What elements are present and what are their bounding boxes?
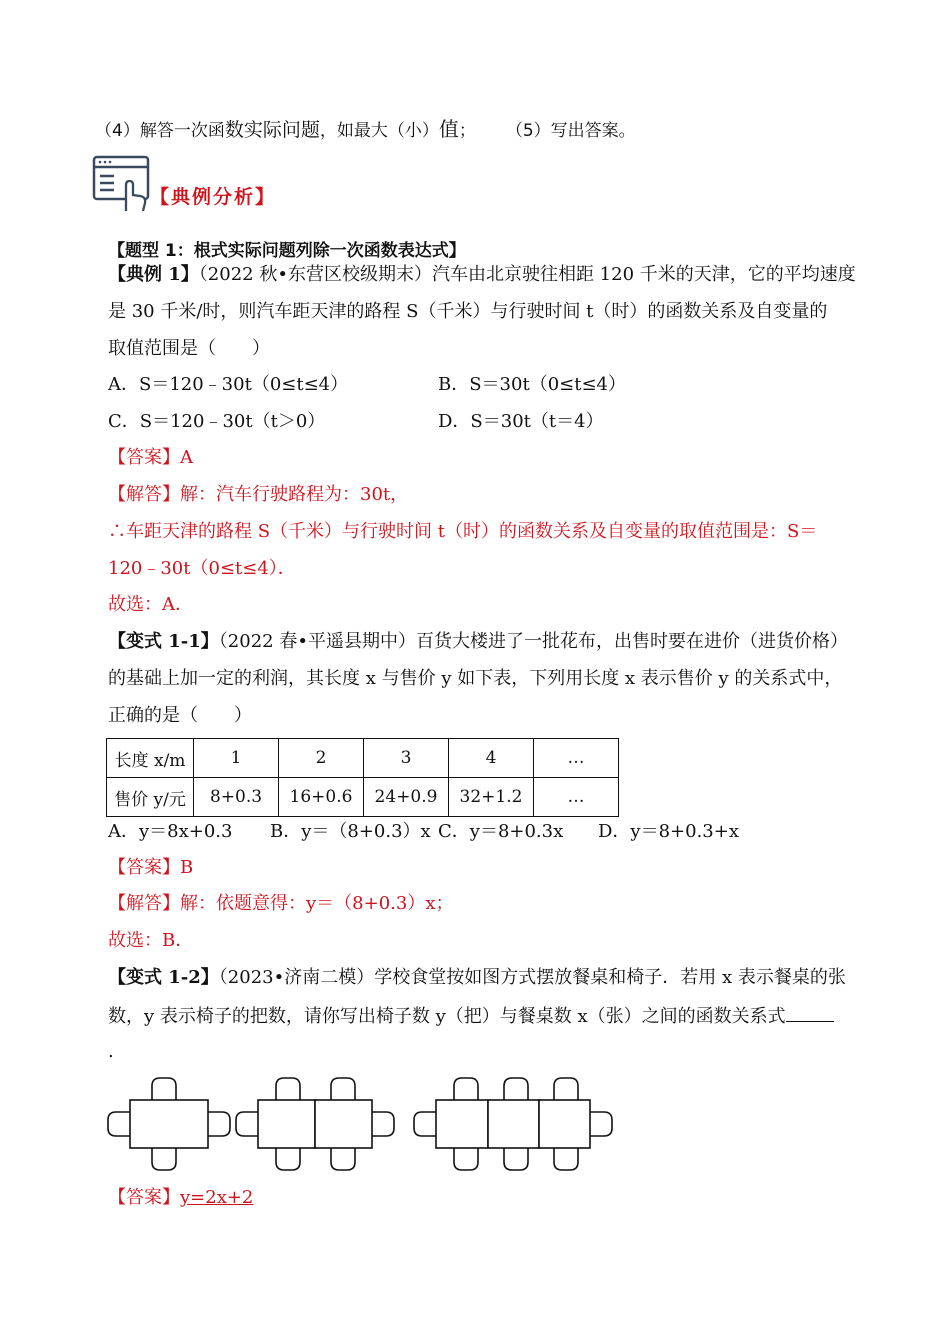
table [315,1100,372,1148]
table-cell: … [534,739,619,778]
table [130,1100,208,1148]
example1-solution-line2: ∴车距天津的路程 S（千米）与行驶时间 t（时）的函数关系及自变量的取值范围是：S＝ [108,521,818,542]
table-cell: 8+0.3 [194,778,279,817]
chair [372,1112,394,1136]
table [539,1100,590,1148]
variant1-2-line2 [108,1003,834,1029]
variant1-1-option-a: A．y＝8x+0.3 [108,821,233,842]
solution-text: 解：汽车行驶路程为：30t， [180,484,409,505]
variant1-2-head: 【变式 1-2】 [108,967,219,988]
chair [152,1078,176,1100]
table [258,1100,315,1148]
chair [554,1078,578,1100]
chair [276,1148,300,1170]
example1-choice: 故选：A． [108,594,193,615]
chair [331,1148,355,1170]
example1-line3: 取值范围是（ ） [108,338,270,359]
chair [454,1078,478,1100]
chair [554,1148,578,1170]
variant1-1-choice: 故选：B． [108,930,194,951]
solution-label: 【解答】 [108,484,180,505]
step5: （5）写出答案。 [505,121,636,141]
example1-option-c: C．S＝120﹣30t（t＞0） [108,411,326,432]
topic-title: 【题型 1：根式实际问题列除一次函数表达式】 [108,241,466,261]
variant1-1-line2: 的基础上加一定的利润，其长度 x 与售价 y 如下表，下列用长度 x 表示售价 y 的关系式中， [108,668,843,689]
answer-value: B [180,857,194,878]
chair [276,1078,300,1100]
variant1-1-line1 [108,630,848,654]
table-cell: 16+0.6 [279,778,364,817]
table-cell: 2 [279,739,364,778]
chair [504,1078,528,1100]
step4-suffix: ，如最大（小） [319,121,439,141]
example1-line1 [108,263,856,287]
answer-label: 【答案】 [108,447,180,468]
example1-solution-line1 [108,483,408,507]
step4-prefix: （4）解答一次函 [95,121,225,141]
example1-head: 【典例 1】 [108,264,199,285]
variant1-1-text1: （2022 春•平遥县期中）百货大楼进了一批花布，出售时要在进价（进货价格） [218,631,848,652]
section-banner-title: 【典例分析】 [150,186,277,208]
example1-option-b: B．S＝30t（0≤t≤4） [438,374,626,395]
chair [504,1148,528,1170]
chair [414,1112,436,1136]
chair [331,1078,355,1100]
variant1-2-line1 [108,966,846,990]
variant1-1-solution [108,892,453,916]
variant1-1-option-c: C．y＝8+0.3x [438,821,564,842]
variant1-1-option-b: B．y＝（8+0.3）x [270,821,431,842]
step4-keyword: 数实际问题 [224,119,320,141]
step4-value: 值 [438,117,459,141]
intro-step-line [95,117,636,143]
answer-label: 【答案】 [108,1187,180,1208]
answer-value: y=2x+2 [180,1187,254,1208]
document-hand-icon [92,155,152,213]
chair [208,1112,230,1136]
table-row [107,778,619,817]
table-cell: 4 [449,739,534,778]
table-cell: 长度 x/m [107,739,194,778]
table [488,1100,539,1148]
variant1-1-head: 【变式 1-1】 [108,631,219,652]
answer-label: 【答案】 [108,857,180,878]
table-cell: 32+1.2 [449,778,534,817]
answer-blank[interactable] [786,1003,834,1022]
variant1-1-option-d: D．y＝8+0.3+x [598,821,739,842]
table-cell: 1 [194,739,279,778]
table-cell: … [534,778,619,817]
chair [454,1148,478,1170]
answer-value: A [180,447,193,468]
variant1-2-text1: （2023•济南二模）学校食堂按如图方式摆放餐桌和椅子．若用 x 表示餐桌的张 [218,967,846,988]
variant1-2-line3: . [108,1041,114,1062]
tables-chairs-figure [104,1074,624,1174]
chair [590,1112,612,1136]
example1-answer [108,446,193,470]
chair [152,1148,176,1170]
table-cell: 售价 y/元 [107,778,194,817]
example1-option-d: D．S＝30t（t＝4） [438,411,604,432]
chair [236,1112,258,1136]
table-cell: 3 [364,739,449,778]
price-table [106,738,619,817]
variant1-1-answer [108,856,193,880]
table-row [107,739,619,778]
example1-line2: 是 30 千米/时，则汽车距天津的路程 S（千米）与行驶时间 t（时）的函数关系及自变量的 [108,301,828,322]
table-cell: 24+0.9 [364,778,449,817]
solution-label: 【解答】 [108,893,180,914]
example1-solution-line3: 120﹣30t（0≤t≤4）． [108,558,296,579]
variant1-1-line3: 正确的是（ ） [108,705,252,726]
variant1-2-answer [108,1186,253,1210]
step4-semicolon: ； [458,121,476,141]
example1-option-a: A．S＝120﹣30t（0≤t≤4） [108,374,349,395]
solution-text: 解：依题意得：y＝（8+0.3）x； [180,893,454,914]
example1-text1: （2022 秋•东营区校级期末）汽车由北京驶往相距 120 千米的天津，它的平均速度 [198,264,856,285]
table [436,1100,488,1148]
chair [108,1112,130,1136]
variant1-2-text2: 数，y 表示椅子的把数，请你写出椅子数 y（把）与餐桌数 x（张）之间的函数关系式 [108,1006,786,1027]
